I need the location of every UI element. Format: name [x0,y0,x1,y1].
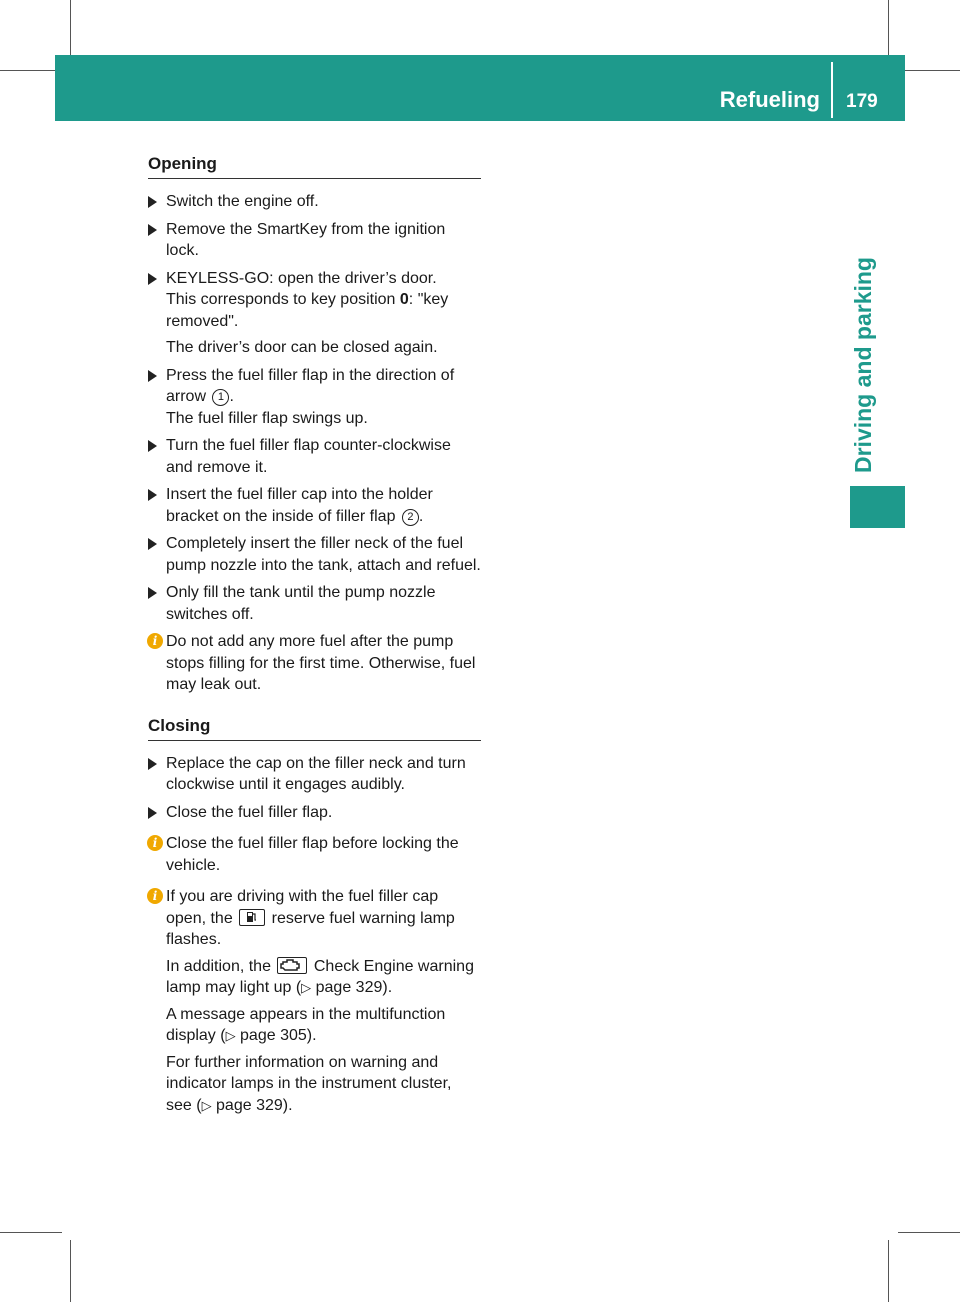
step-item: Insert the fuel filler cap into the holder bracket on the inside of filler flap 2 . [148,484,481,527]
page-reference[interactable]: page 329). [216,1096,293,1114]
step-arrow-icon [148,758,157,770]
step-arrow-icon [148,489,157,501]
step-item: Switch the engine off. [148,191,481,213]
callout-number: 1 [212,389,229,406]
page-reference-arrow: ▷ [225,1028,236,1043]
step-arrow-icon [148,273,157,285]
content-column [148,150,481,1122]
crop-mark [0,1232,62,1233]
section-title: Refueling [719,87,820,112]
header-divider [831,62,833,118]
page-reference[interactable]: page 329). [315,979,393,996]
step-item: Replace the cap on the filler neck and turn clockwise until it engages audibly. [148,753,481,796]
crop-mark [70,0,71,62]
info-icon: i [147,633,163,649]
info-icon: i [147,835,163,851]
step-item: Close the fuel filler flap. [148,802,481,824]
step-arrow-icon [148,440,157,452]
step-item: Only fill the tank until the pump nozzle switches off. [148,582,481,625]
chapter-label: Driving and parking [850,257,876,473]
step-arrow-icon [148,807,157,819]
opening-heading: Opening [148,150,481,179]
chapter-tab [850,121,905,485]
step-item: Remove the SmartKey from the ignition lock. [148,219,481,262]
step-arrow-icon [148,224,157,236]
page-reference-arrow: ▷ [301,980,312,995]
callout-number: 2 [402,509,419,526]
step-arrow-icon [148,370,157,382]
chapter-tab-marker [850,486,905,528]
info-icon: i [147,888,163,904]
step-item: Press the fuel filler flap in the direction of arrow 1 . The fuel filler flap swings up. [148,365,481,430]
crop-mark [888,1240,889,1302]
crop-mark [898,1232,960,1233]
crop-mark [70,1240,71,1302]
check-engine-lamp-icon [277,957,307,974]
step-arrow-icon [148,587,157,599]
closing-heading: Closing [148,712,481,741]
info-note: i If you are driving with the fuel filler cap open, the reserve fuel warning lamp flashes. In addition, the Check Engine warning lamp may light up (▷ page 329). A message appears in the multifunction display (▷ page 305). For further information on warning and indicator lamps in the instrument cluster, see (▷ page 329). [148,886,481,1116]
crop-mark [0,70,62,71]
page-reference[interactable]: page 305). [240,1027,317,1044]
step-item: Completely insert the filler neck of the fuel pump nozzle into the tank, attach and refuel. [148,533,481,576]
page-number: 179 [846,91,878,112]
info-note: i Do not add any more fuel after the pump stops filling for the first time. Otherwise, fuel may leak out. [148,631,481,696]
step-arrow-icon [148,538,157,550]
page-reference-arrow: ▷ [201,1097,212,1113]
crop-mark [898,70,960,71]
step-arrow-icon [148,196,157,208]
fuel-pump-lamp-icon [239,909,265,926]
step-item: KEYLESS-GO: open the driver’s door. This corresponds to key position 0: "key removed". The driver’s door can be closed again. [148,268,481,359]
crop-mark [888,0,889,62]
step-item: Turn the fuel filler flap counter-clockwise and remove it. [148,435,481,478]
info-note: i Close the fuel filler flap before locking the vehicle. [148,833,481,876]
